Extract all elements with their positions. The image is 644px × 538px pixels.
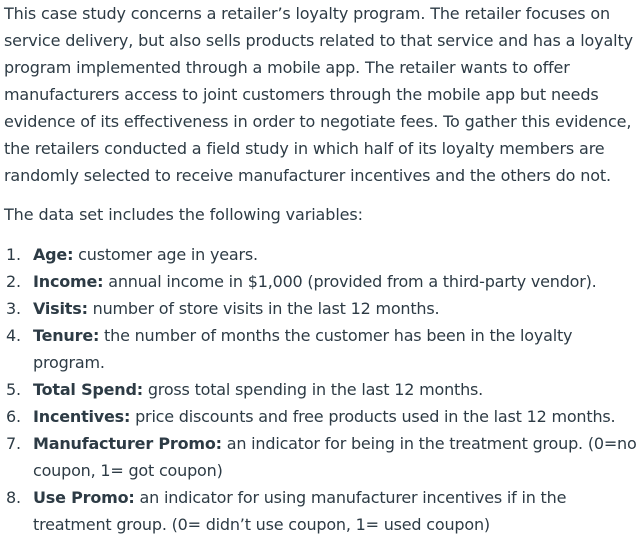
list-number: 3.: [6, 299, 21, 318]
variable-item-incentives: [4, 403, 640, 430]
list-number: 8.: [6, 488, 21, 507]
list-number: 1.: [6, 245, 21, 264]
variable-description: the number of months the customer has been in the loyalty program.: [33, 326, 573, 372]
variable-name: Use Promo:: [33, 488, 135, 507]
variables-list: [4, 241, 640, 538]
variable-name: Incentives:: [33, 407, 131, 426]
variable-description: an indicator for using manufacturer incentives if in the treatment group. (0= didn’t use coupon, 1= used coupon): [33, 488, 567, 534]
list-number: 7.: [6, 434, 21, 453]
variable-description: annual income in $1,000 (provided from a third-party vendor).: [103, 272, 597, 291]
variable-name: Age:: [33, 245, 74, 264]
variable-item-use-promo: [4, 484, 640, 538]
list-number: 4.: [6, 326, 21, 345]
list-number: 5.: [6, 380, 21, 399]
variable-description: customer age in years.: [73, 245, 258, 264]
variable-item-age: [4, 241, 640, 268]
variable-item-total-spend: [4, 376, 640, 403]
variable-name: Total Spend:: [33, 380, 143, 399]
variable-item-manufacturer-promo: [4, 430, 640, 484]
variable-item-visits: [4, 295, 640, 322]
intro-paragraph: This case study concerns a retailer’s loyalty program. The retailer focuses on service delivery, but also sells products related to that service and has a loyalty program implemented through a mobile app. The retailer wants to offer manufacturers access to joint customers through the mobile app but needs evidence of its effectiveness in order to negotiate fees. To gather this evidence, the retailers conducted a field study in which half of its loyalty members are randomly selected to receive manufacturer incentives and the others do not.: [4, 4, 633, 185]
variable-item-tenure: [4, 322, 640, 376]
variable-description: gross total spending in the last 12 months.: [142, 380, 484, 399]
variables-heading: The data set includes the following variables:: [4, 205, 363, 224]
variable-item-income: [4, 268, 640, 295]
variable-name: Manufacturer Promo:: [33, 434, 222, 453]
variable-name: Tenure:: [33, 326, 100, 345]
variable-name: Income:: [33, 272, 104, 291]
list-number: 6.: [6, 407, 21, 426]
variable-name: Visits:: [33, 299, 88, 318]
variable-description: an indicator for being in the treatment group. (0=no coupon, 1= got coupon): [33, 434, 637, 480]
variable-description: number of store visits in the last 12 months.: [87, 299, 440, 318]
list-number: 2.: [6, 272, 21, 291]
variable-description: price discounts and free products used in the last 12 months.: [130, 407, 616, 426]
